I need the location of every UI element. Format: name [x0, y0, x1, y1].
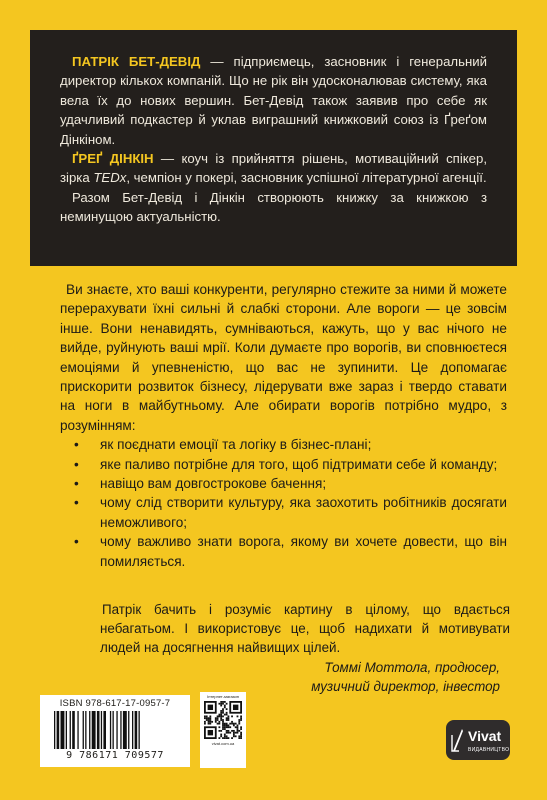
publisher-logo — [446, 720, 510, 760]
bio-text-2-italic: TEDx — [93, 170, 127, 186]
list-item — [70, 474, 507, 493]
isbn-number: 9 786171 709577 — [66, 750, 164, 761]
qr-code-box — [200, 692, 246, 768]
bullet-icon: • — [74, 476, 79, 492]
list-item — [70, 532, 507, 571]
bullet-icon: • — [74, 495, 79, 511]
bio-text-2b: , чемпіон у покері, засновник успішної літературної агенції. — [126, 170, 487, 186]
qr-bottom-label: vivat.com.ua — [211, 741, 235, 746]
list-item-text: яке паливо потрібне для того, щоб підтримати себе й команду; — [100, 456, 498, 472]
barcode-icon — [48, 711, 182, 749]
blurb-quote — [100, 600, 510, 696]
bio-paragraph-3: Разом Бет-Девід і Дінкін створюють книжку за книжкою з неминущою актуальністю. — [60, 189, 487, 225]
quote-attribution-1: Томмі Моттола, продюсер, — [324, 659, 500, 675]
list-item-text: чому важливо знати ворога, якому ви хочете довести, що він помиляється. — [100, 534, 507, 569]
quote-attribution-2: музичний директор, інвестор — [311, 678, 500, 694]
publisher-subtitle: ВИДАВНИЦТВО — [468, 747, 510, 753]
bullet-icon: • — [74, 437, 79, 453]
list-item — [70, 493, 507, 532]
bio-paragraph-2 — [60, 149, 487, 188]
list-item — [70, 455, 507, 474]
isbn-barcode-box — [40, 695, 190, 767]
author-bio-box — [30, 30, 517, 266]
bullet-icon: • — [74, 534, 79, 550]
bio-text-2a: — коуч із прийняття рішень, мотиваційний спікер, зірка — [60, 151, 487, 186]
quill-icon — [451, 727, 465, 753]
bullet-icon: • — [74, 456, 79, 472]
qr-top-label: Інтернет-магазин — [207, 694, 239, 699]
list-item — [70, 435, 507, 454]
author-name-2: ҐРЕҐ ДІНКІН — [72, 151, 154, 167]
bio-paragraph-1 — [60, 52, 487, 149]
description-block — [60, 280, 507, 571]
qr-code-icon — [204, 701, 242, 739]
list-item-text: як поєднати емоції та логіку в бізнес-плані; — [100, 437, 372, 453]
isbn-label: ISBN 978-617-17-0957-7 — [59, 698, 171, 709]
list-item-text: навіщо вам довгострокове бачення; — [100, 476, 327, 492]
description-lead: Ви знаєте, хто ваші конкуренти, регулярно стежите за ними й можете перерахувати їхні сильні й слабкі сторони. Але вороги — це зовсім інше. Вони ненавидять, сумніваються, кажуть, що у вас нічого не вийде, руйнують ваші мрії. Коли думаєте про ворогів, ви сповнюєтеся емоціями й упевненістю, що вас не зупинити. Це допомагає прискорити розвиток бізнесу, лідерувати вже зараз і твердо ставати на ноги в майбутньому. Але обирати ворогів потрібно мудро, з розумінням: — [60, 282, 507, 433]
quote-text: Патрік бачить і розуміє картину в цілому, що вдається небагатьом. І використовує це, щоб надихати й мотивувати людей на досягнення найвищих цілей. — [100, 602, 510, 656]
author-name-1: ПАТРІК БЕТ-ДЕВІД — [72, 54, 201, 69]
bio-text-1: — підприємець, засновник і генеральний директор кількох компаній. Що не рік він удосконалював систему, яка вела їх до нових вершин. Бет-Девід також заявив про себе як удачливий подкастер й уклав виграшний книжковий союз із Ґреґом Дінкіном. — [60, 54, 487, 147]
bullet-list — [70, 435, 507, 571]
publisher-name: Vivat — [468, 728, 502, 744]
list-item-text: чому слід створити культуру, яка заохотить робітників досягати неможливого; — [100, 495, 507, 530]
